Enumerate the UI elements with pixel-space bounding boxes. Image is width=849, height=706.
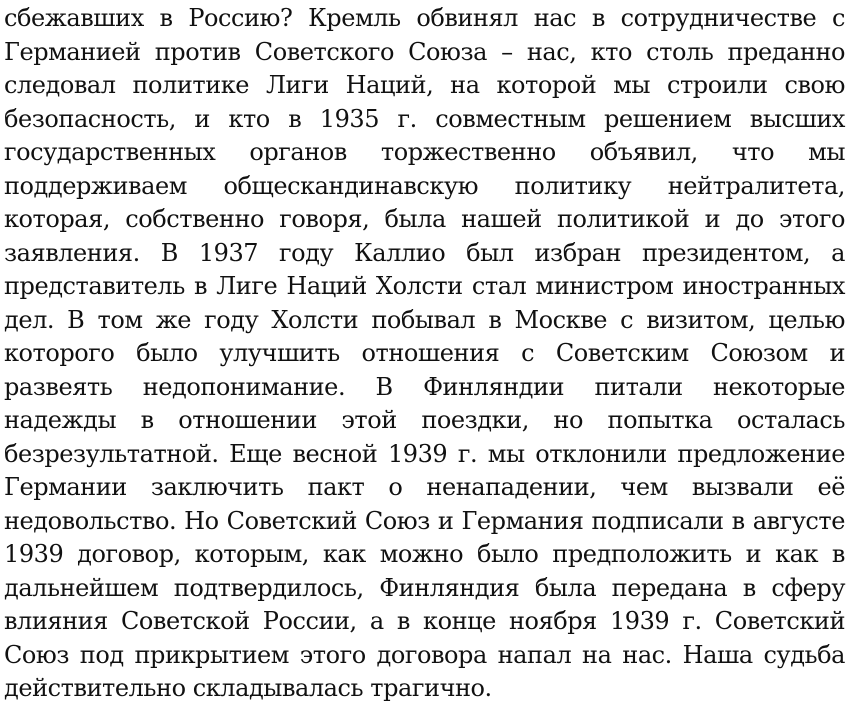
body-paragraph: сбежавших в Россию? Кремль обвинял нас в сотрудничестве с Германией против Советского Союза – нас, кто столь преданно следовал политике Лиги Наций, на которой мы строили свою безопасность, и кто в 1935 г. совместным решением высших государственных органов торжественно объявил, что мы поддерживаем общескандинавскую политику нейтралитета, которая, собственно говоря, была нашей политикой и до этого заявления. В 1937 году Каллио был избран президентом, а представитель в Лиге Наций Холсти стал министром иностранных дел. В том же году Холсти побывал в Москве с визитом, целью которого было улучшить отношения с Советским Союзом и развеять недопонимание. В Финляндии питали некоторые надежды в отношении этой поездки, но попытка осталась безрезультатной. Еще весной 1939 г. мы отклонили предложение Германии заключить пакт о ненападении, чем вызвали её недовольство. Но Советский Союз и Германия подписали в августе 1939 договор, которым, как можно было предположить и как в дальнейшем подтвердилось, Финляндия была передана в сферу влияния Советской России, а в конце ноября 1939 г. Советский Союз под прикрытием этого договора напал на нас. Наша судьба действительно складывалась трагично. — [4, 4, 845, 702]
